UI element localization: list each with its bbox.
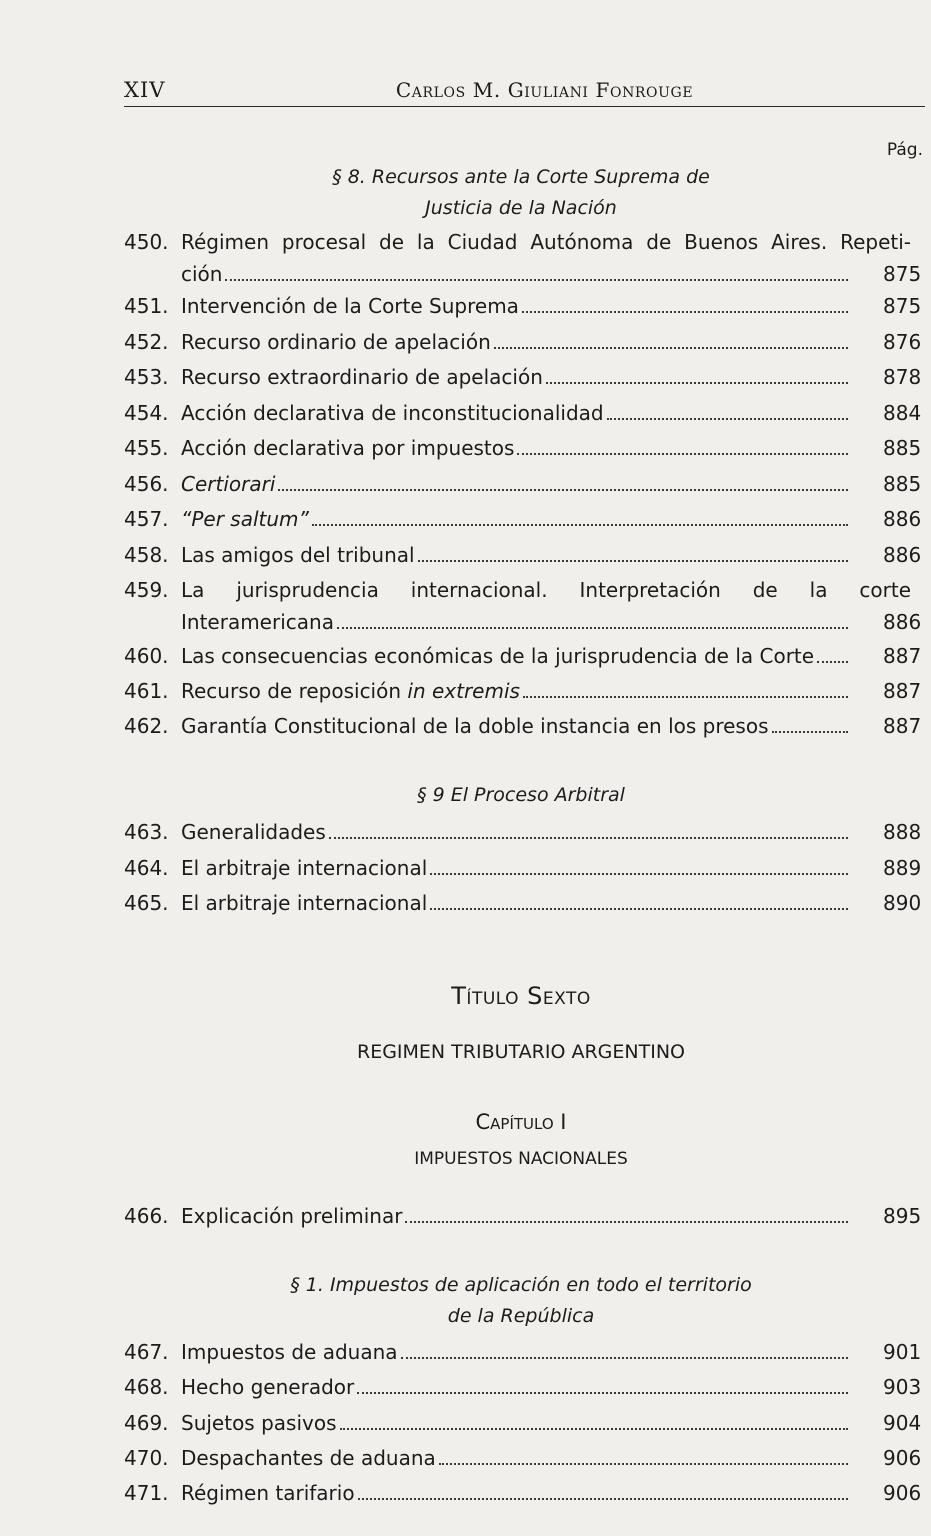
entry-title xyxy=(181,361,543,393)
toc-entry xyxy=(124,468,924,500)
toc-entry xyxy=(124,640,924,672)
entry-number: 466. xyxy=(124,1204,169,1228)
dot-leader xyxy=(522,311,848,313)
dot-leader xyxy=(278,489,848,491)
entry-title xyxy=(181,816,326,848)
section-heading-line: § 9 El Proceso Arbitral xyxy=(417,784,625,806)
entry-title-text: El arbitraje internacional xyxy=(181,891,428,915)
entry-title-text: Recurso de reposición xyxy=(181,679,408,703)
toc-entry xyxy=(124,710,924,742)
entry-number: 465. xyxy=(124,891,169,915)
entry-page: 901 xyxy=(883,1340,922,1364)
entry-title-text: Régimen tarifario xyxy=(181,1481,355,1505)
entry-number: 467. xyxy=(124,1340,169,1364)
toc-entry xyxy=(124,675,924,707)
entry-title-text: Interamericana xyxy=(181,610,334,634)
dot-leader xyxy=(337,627,848,629)
entry-page: 888 xyxy=(883,820,922,844)
toc-entry xyxy=(124,1336,924,1368)
dot-leader xyxy=(329,837,848,839)
entry-page: 875 xyxy=(883,262,922,286)
titulo-heading: Título Sexto xyxy=(451,982,591,1010)
entry-title xyxy=(181,1371,354,1403)
dot-leader xyxy=(817,661,848,663)
entry-page: 890 xyxy=(883,891,922,915)
toc-entry xyxy=(124,397,924,429)
section-heading-line: § 8. Recursos ante la Corte Suprema de xyxy=(332,166,710,188)
dot-leader xyxy=(523,696,848,698)
entry-number: 459. xyxy=(124,578,169,602)
dot-leader xyxy=(405,1221,848,1223)
entry-number: 460. xyxy=(124,644,169,668)
toc-entry xyxy=(124,816,924,848)
entry-title-text: Garantía Constitucional de la doble instancia en los presos xyxy=(181,714,769,738)
dot-leader xyxy=(607,418,848,420)
entry-page: 889 xyxy=(883,856,922,880)
entry-title xyxy=(181,326,491,358)
toc-entry xyxy=(124,1442,924,1474)
section-heading-1 xyxy=(180,1270,862,1332)
dot-leader xyxy=(340,1428,848,1430)
entry-number: 451. xyxy=(124,294,169,318)
toc-entry xyxy=(124,290,924,322)
entry-page: 886 xyxy=(883,507,922,531)
entry-number: 468. xyxy=(124,1375,169,1399)
entry-number: 450. xyxy=(124,230,169,254)
entry-title xyxy=(181,1477,355,1509)
entry-title-text: Despachantes de aduana xyxy=(181,1446,436,1470)
entry-title xyxy=(181,290,519,322)
entry-number: 463. xyxy=(124,820,169,844)
entry-title xyxy=(181,887,427,919)
entry-title xyxy=(181,1442,436,1474)
entry-title xyxy=(181,397,604,429)
dot-leader xyxy=(401,1357,848,1359)
toc-entry xyxy=(124,326,924,358)
entry-title xyxy=(181,1336,398,1368)
author-name: Carlos M. Giuliani Fonrouge xyxy=(395,78,694,102)
toc-entry xyxy=(124,887,924,919)
dot-leader xyxy=(312,524,848,526)
entry-page: 904 xyxy=(883,1411,922,1435)
dot-leader xyxy=(418,560,848,562)
dot-leader xyxy=(494,347,848,349)
dot-leader xyxy=(358,1498,848,1500)
entry-title xyxy=(181,258,222,290)
regimen-heading: REGIMEN TRIBUTARIO ARGENTINO xyxy=(357,1041,685,1063)
entry-number: 461. xyxy=(124,679,169,703)
toc-entry xyxy=(124,1407,924,1439)
entry-title-line: La jurisprudencia internacional. Interpretación de la corte xyxy=(181,578,911,602)
dot-leader xyxy=(772,731,849,733)
entry-title-italic: in extremis xyxy=(407,679,520,703)
toc-entry xyxy=(124,226,924,290)
entry-title xyxy=(181,606,334,638)
entry-title-text: Recurso ordinario de apelación xyxy=(181,330,491,354)
toc-entry xyxy=(124,1477,924,1509)
pag-label: Pág. xyxy=(886,140,923,160)
entry-page: 884 xyxy=(883,401,922,425)
entry-number: 456. xyxy=(124,472,169,496)
entry-title-text: Impuestos de aduana xyxy=(181,1340,398,1364)
entry-number: 462. xyxy=(124,714,169,738)
entry-page: 887 xyxy=(883,679,922,703)
dot-leader xyxy=(517,453,848,455)
entry-number: 471. xyxy=(124,1481,169,1505)
dot-leader xyxy=(225,279,848,281)
entry-title-text: Intervención de la Corte Suprema xyxy=(181,294,519,318)
entry-page: 878 xyxy=(883,365,922,389)
impuestos-heading: IMPUESTOS NACIONALES xyxy=(414,1149,628,1169)
section-heading-9 xyxy=(180,780,862,811)
entry-page: 895 xyxy=(883,1204,922,1228)
entry-title-text: Acción declarativa por impuestos xyxy=(181,436,515,460)
toc-entry xyxy=(124,361,924,393)
entry-title-text: Certiorari xyxy=(181,472,276,496)
entry-title-text: ción xyxy=(181,262,223,286)
entry-page: 875 xyxy=(883,294,922,318)
entry-title-text: Recurso extraordinario de apelación xyxy=(181,365,543,389)
entry-title-text: Hecho generador xyxy=(181,1375,355,1399)
toc-entry xyxy=(124,1200,924,1232)
capitulo-heading: Capítulo I xyxy=(475,1110,567,1134)
entry-title xyxy=(181,675,520,707)
entry-title xyxy=(181,503,309,535)
entry-page: 885 xyxy=(883,436,922,460)
dot-leader xyxy=(439,1463,848,1465)
entry-number: 469. xyxy=(124,1411,169,1435)
section-heading-8 xyxy=(180,162,862,224)
entry-page: 876 xyxy=(883,330,922,354)
entry-title xyxy=(181,710,769,742)
entry-title xyxy=(181,432,514,464)
entry-title-text: Sujetos pasivos xyxy=(181,1411,337,1435)
entry-title xyxy=(181,468,275,500)
dot-leader xyxy=(430,873,848,875)
toc-entry xyxy=(124,432,924,464)
entry-number: 454. xyxy=(124,401,169,425)
dot-leader xyxy=(546,382,848,384)
entry-title-text: “Per saltum” xyxy=(181,507,309,531)
entry-page: 887 xyxy=(883,714,922,738)
entry-number: 458. xyxy=(124,543,169,567)
entry-number: 452. xyxy=(124,330,169,354)
entry-page: 906 xyxy=(883,1446,922,1470)
section-heading-line: § 1. Impuestos de aplicación en todo el territorio xyxy=(290,1274,752,1296)
entry-title-text: El arbitraje internacional xyxy=(181,856,428,880)
toc-entry xyxy=(124,852,924,884)
toc-entry xyxy=(124,539,924,571)
entry-title xyxy=(181,852,427,884)
entry-page: 885 xyxy=(883,472,922,496)
entry-page: 887 xyxy=(883,644,922,668)
toc-entry xyxy=(124,574,924,638)
section-heading-line: de la República xyxy=(447,1305,595,1327)
entry-title-text: Acción declarativa de inconstitucionalidad xyxy=(181,401,604,425)
entry-title xyxy=(181,1200,402,1232)
entry-title-line: Régimen procesal de la Ciudad Autónoma de Buenos Aires. Repeti- xyxy=(181,230,911,254)
entry-title xyxy=(181,1407,337,1439)
entry-page: 903 xyxy=(883,1375,922,1399)
entry-title-text: Las amigos del tribunal xyxy=(181,543,415,567)
entry-title xyxy=(181,640,814,672)
dot-leader xyxy=(430,908,848,910)
section-heading-line: Justicia de la Nación xyxy=(425,197,617,219)
entry-title-text: Explicación preliminar xyxy=(181,1204,403,1228)
entry-title xyxy=(181,539,415,571)
entry-title-text: Generalidades xyxy=(181,820,326,844)
entry-number: 453. xyxy=(124,365,169,389)
entry-page: 906 xyxy=(883,1481,922,1505)
dot-leader xyxy=(357,1392,848,1394)
entry-number: 470. xyxy=(124,1446,169,1470)
entry-number: 457. xyxy=(124,507,169,531)
running-header xyxy=(124,78,925,107)
entry-title-text: Las consecuencias económicas de la jurisprudencia de la Corte xyxy=(181,644,815,668)
page-number: XIV xyxy=(124,78,166,102)
entry-number: 455. xyxy=(124,436,169,460)
toc-entry xyxy=(124,503,924,535)
entry-page: 886 xyxy=(883,543,922,567)
toc-entry xyxy=(124,1371,924,1403)
entry-page: 886 xyxy=(883,610,922,634)
entry-number: 464. xyxy=(124,856,169,880)
